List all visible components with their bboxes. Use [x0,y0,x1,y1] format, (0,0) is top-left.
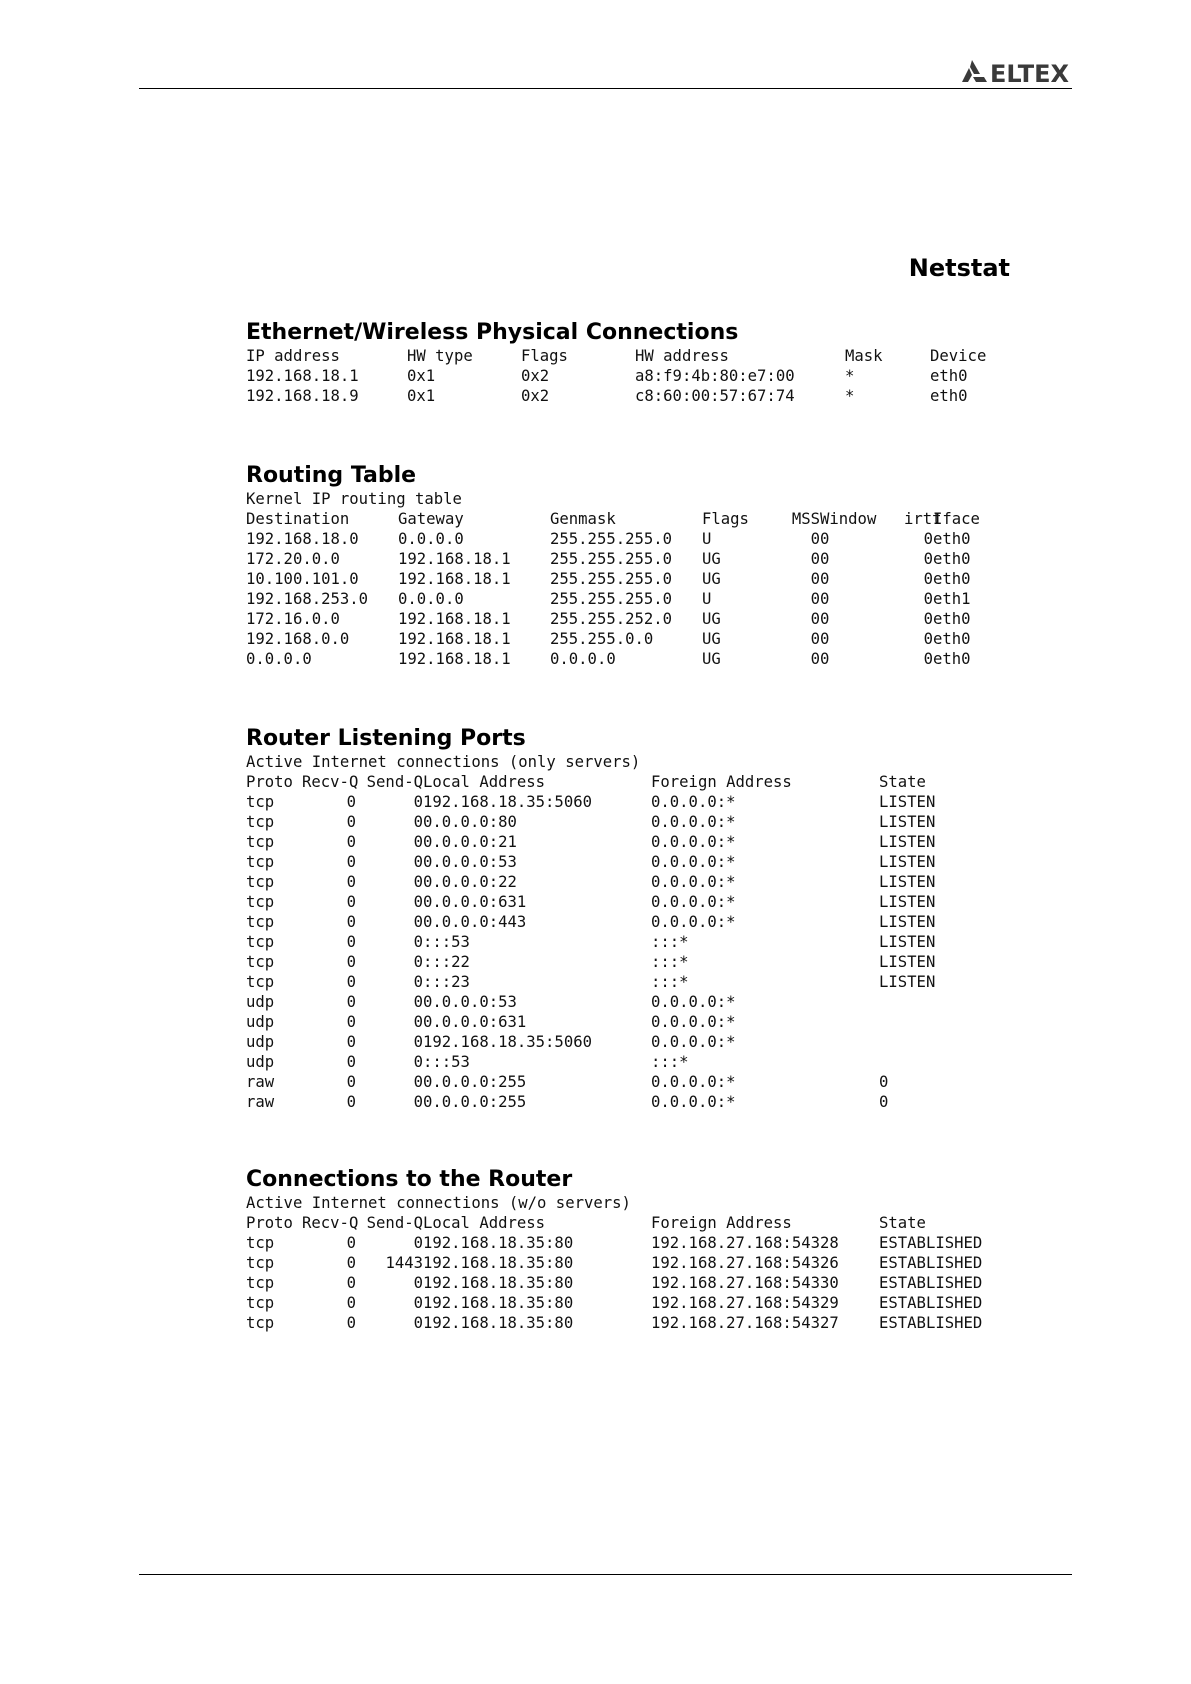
table-cell: 0 [820,530,830,548]
table-cell: 0 [413,1013,423,1031]
routing-table [246,489,980,669]
connections-row [246,1233,999,1253]
connections-row [246,1293,999,1313]
column-header: HW type [407,347,473,365]
table-cell: 0.0.0.0 [398,590,464,608]
table-cell: 0.0.0.0:* [651,833,736,851]
table-cell: 0x2 [521,387,550,405]
table-cell: 0 [810,610,820,628]
table-cell: 255.255.255.0 [550,570,673,588]
physical-connections-table [246,346,990,406]
table-cell: LISTEN [879,933,936,951]
column-header: Device [930,347,987,365]
table-cell: 0.0.0.0:255 [423,1073,527,1091]
physical-row [246,386,990,406]
table-cell: 0.0.0.0:22 [423,873,517,891]
table-cell: 0 [346,873,356,891]
table-cell: tcp [246,933,275,951]
table-cell: UG [702,630,721,648]
table-cell: tcp [246,1294,275,1312]
table-cell: :::* [651,973,689,991]
table-cell: eth0 [930,387,968,405]
table-cell: 0 [820,630,830,648]
column-header: Window [820,510,877,528]
column-header: Foreign Address [651,1214,792,1232]
table-cell: 0x1 [407,387,436,405]
table-cell: 192.168.18.1 [398,570,511,588]
table-cell: 192.168.18.1 [398,550,511,568]
listening-ports-title: Router Listening Ports [246,726,526,751]
table-cell: 192.168.27.168:54327 [651,1314,839,1332]
table-cell: 0.0.0.0:443 [423,913,527,931]
listening-subtitle: Active Internet connections (only servers) [246,753,641,771]
table-cell: 192.168.18.35:80 [423,1254,574,1272]
table-cell: 0 [346,973,356,991]
routing-row [246,549,973,569]
table-cell: 0.0.0.0:631 [423,893,527,911]
table-cell: :::* [651,953,689,971]
connections-row [246,1253,999,1273]
table-cell: 0 [413,1314,423,1332]
listening-row [246,1012,999,1032]
table-cell: eth0 [933,650,971,668]
column-header: Flags [521,347,568,365]
column-header: Foreign Address [651,773,792,791]
listening-row [246,1032,999,1052]
table-cell: 0 [413,1033,423,1051]
table-cell: 0 [413,1053,423,1071]
table-cell: tcp [246,873,275,891]
table-cell: 0 [810,630,820,648]
table-cell: LISTEN [879,973,936,991]
column-header: HW address [635,347,729,365]
table-cell: 192.168.27.168:54328 [651,1234,839,1252]
table-cell: ESTABLISHED [879,1254,983,1272]
table-cell: 0.0.0.0:80 [423,813,517,831]
table-cell: eth0 [930,367,968,385]
table-cell: 0.0.0.0:* [651,993,736,1011]
table-cell: 0 [346,1274,356,1292]
connections-title: Connections to the Router [246,1167,573,1192]
connections-row [246,1313,999,1333]
column-header: MSS [791,510,820,528]
table-cell: 0 [923,630,933,648]
table-cell: 0 [923,590,933,608]
table-cell: :::53 [423,1053,470,1071]
table-cell: 0 [413,853,423,871]
table-cell: 192.168.27.168:54329 [651,1294,839,1312]
logo-mark-icon [962,60,987,82]
table-cell: 0 [810,650,820,668]
connections-section [246,1167,999,1333]
header-rule [139,88,1072,89]
table-cell: U [702,530,712,548]
table-cell: 192.168.18.1 [398,630,511,648]
table-cell: 0 [820,610,830,628]
table-cell: :::53 [423,933,470,951]
table-cell: tcp [246,893,275,911]
table-cell: 0 [413,913,423,931]
table-cell: 0.0.0.0:* [651,1033,736,1051]
table-cell: 0 [879,1073,889,1091]
connections-row [246,1273,999,1293]
table-cell: :::* [651,1053,689,1071]
table-cell: 0.0.0.0 [550,650,616,668]
table-cell: :::23 [423,973,470,991]
table-cell: 0 [346,933,356,951]
table-cell: 0 [413,993,423,1011]
table-cell: 0 [346,953,356,971]
table-cell: raw [246,1073,275,1091]
table-cell: 0 [413,1234,423,1252]
table-cell: 0 [413,833,423,851]
table-cell: 192.168.253.0 [246,590,369,608]
table-cell: 0 [346,1294,356,1312]
table-cell: 0.0.0.0:* [651,893,736,911]
column-header: Local Address [423,773,546,791]
table-cell: 0 [346,793,356,811]
table-cell: eth0 [933,630,971,648]
table-cell: tcp [246,953,275,971]
listening-row [246,952,999,972]
table-cell: udp [246,1053,275,1071]
table-cell: 0 [413,873,423,891]
table-cell: 172.20.0.0 [246,550,340,568]
column-header: Proto [246,773,293,791]
table-cell: tcp [246,913,275,931]
column-header: Iface [933,510,980,528]
table-cell: LISTEN [879,913,936,931]
column-header: Send-Q [366,773,423,791]
column-header: State [879,1214,926,1232]
table-cell: 0 [810,530,820,548]
column-header: Send-Q [366,1214,423,1232]
table-cell: 0 [413,973,423,991]
table-cell: 192.168.18.9 [246,387,359,405]
table-cell: 0 [413,1274,423,1292]
routing-row [246,609,973,629]
table-cell: 0 [810,550,820,568]
table-cell: ESTABLISHED [879,1234,983,1252]
table-cell: 0 [413,793,423,811]
table-cell: * [845,387,855,405]
table-cell: tcp [246,973,275,991]
table-cell: eth1 [933,590,971,608]
routing-row [246,589,973,609]
table-cell: 0x1 [407,367,436,385]
column-header: Gateway [398,510,464,528]
column-header: IP address [246,347,340,365]
table-cell: 192.168.18.35:80 [423,1294,574,1312]
table-cell: raw [246,1093,275,1111]
table-cell: 0.0.0.0 [246,650,312,668]
table-cell: tcp [246,793,275,811]
routing-row [246,529,973,549]
table-cell: 0.0.0.0:* [651,1013,736,1031]
listening-ports-table [246,752,999,1112]
table-cell: 0 [346,813,356,831]
column-header: Local Address [423,1214,546,1232]
table-cell: 0 [923,610,933,628]
connections-subtitle: Active Internet connections (w/o servers) [246,1194,631,1212]
table-cell: 172.16.0.0 [246,610,340,628]
table-cell: 0 [923,570,933,588]
table-cell: 0.0.0.0:* [651,873,736,891]
table-cell: eth0 [933,570,971,588]
connections-header-row [246,1213,999,1233]
column-header: Genmask [550,510,616,528]
table-cell: tcp [246,1274,275,1292]
table-cell: :::22 [423,953,470,971]
table-cell: 192.168.18.35:5060 [423,793,592,811]
table-cell: 0.0.0.0:* [651,853,736,871]
table-cell: 192.168.18.35:80 [423,1314,574,1332]
table-cell: 0 [923,650,933,668]
listening-row [246,932,999,952]
table-cell: * [845,367,855,385]
table-cell: 0 [413,953,423,971]
table-cell: 0.0.0.0:* [651,1093,736,1111]
table-cell: eth0 [933,530,971,548]
table-cell: 0 [346,1234,356,1252]
table-cell: 192.168.27.168:54326 [651,1254,839,1272]
table-cell: 0.0.0.0:* [651,913,736,931]
listening-row [246,1092,999,1112]
connections-table [246,1193,999,1333]
listening-row [246,912,999,932]
table-cell: 0.0.0.0:21 [423,833,517,851]
table-cell: 192.168.18.0 [246,530,359,548]
table-cell: c8:60:00:57:67:74 [635,387,795,405]
table-cell: LISTEN [879,813,936,831]
table-cell: 192.168.18.35:5060 [423,1033,592,1051]
table-cell: 0.0.0.0:* [651,1073,736,1091]
table-cell: 1443 [385,1254,423,1272]
table-cell: 0.0.0.0:255 [423,1093,527,1111]
footer-rule [139,1574,1072,1575]
table-cell: udp [246,993,275,1011]
table-cell: 0 [346,853,356,871]
routing-row [246,649,973,669]
table-cell: 0 [346,1254,356,1272]
table-cell: 0.0.0.0:631 [423,1013,527,1031]
table-cell: UG [702,550,721,568]
table-cell: 0 [413,1093,423,1111]
table-cell: 0 [820,590,830,608]
table-cell: 0 [346,1033,356,1051]
table-cell: 0x2 [521,367,550,385]
table-cell: U [702,590,712,608]
table-cell: tcp [246,853,275,871]
column-header: irtt [904,510,942,528]
table-cell: 255.255.255.0 [550,590,673,608]
listening-row [246,972,999,992]
listening-row [246,1052,999,1072]
table-cell: 192.168.18.35:80 [423,1274,574,1292]
routing-table-section [246,463,980,669]
table-cell: 0 [346,833,356,851]
logo-wordmark: ELTEX [990,60,1069,88]
table-cell: ESTABLISHED [879,1314,983,1332]
table-cell: 0 [413,813,423,831]
table-cell: 0 [346,1073,356,1091]
table-cell: 0.0.0.0:* [651,813,736,831]
column-header: Mask [845,347,883,365]
table-cell: 192.168.0.0 [246,630,350,648]
table-cell: 0 [346,893,356,911]
table-cell: 0 [413,1294,423,1312]
table-cell: tcp [246,813,275,831]
routing-header-row [246,509,980,529]
table-cell: :::* [651,933,689,951]
listening-header-row [246,772,999,792]
table-cell: 0 [346,1053,356,1071]
table-cell: 0 [346,993,356,1011]
table-cell: 192.168.18.1 [246,367,359,385]
table-cell: 0.0.0.0:53 [423,993,517,1011]
table-cell: 192.168.18.35:80 [423,1234,574,1252]
table-cell: 0 [810,590,820,608]
table-cell: 0 [879,1093,889,1111]
table-cell: 0.0.0.0:* [651,793,736,811]
listening-row [246,792,999,812]
table-cell: 0 [413,1073,423,1091]
table-cell: 0 [820,570,830,588]
routing-row [246,569,973,589]
table-cell: 0 [413,933,423,951]
table-cell: tcp [246,1234,275,1252]
table-cell: LISTEN [879,873,936,891]
table-cell: 10.100.101.0 [246,570,359,588]
routing-table-title: Routing Table [246,463,417,488]
table-cell: udp [246,1033,275,1051]
table-cell: LISTEN [879,893,936,911]
table-cell: LISTEN [879,793,936,811]
table-cell: 255.255.255.0 [550,530,673,548]
table-cell: UG [702,570,721,588]
listening-row [246,1072,999,1092]
table-cell: 0 [820,650,830,668]
listening-row [246,812,999,832]
table-cell: UG [702,610,721,628]
eltex-logo [960,58,1076,88]
table-cell: 0 [346,1314,356,1332]
table-cell: 0 [820,550,830,568]
table-cell: 0 [810,570,820,588]
physical-header-row [246,346,990,366]
table-cell: 192.168.27.168:54330 [651,1274,839,1292]
table-cell: LISTEN [879,953,936,971]
table-cell: tcp [246,1314,275,1332]
table-cell: 0 [413,893,423,911]
listening-row [246,832,999,852]
listening-row [246,892,999,912]
physical-connections-section [246,320,990,406]
table-cell: udp [246,1013,275,1031]
column-header: Recv-Q [302,773,359,791]
table-cell: 192.168.18.1 [398,610,511,628]
routing-row [246,629,973,649]
column-header: Recv-Q [302,1214,359,1232]
listening-ports-section [246,726,999,1112]
table-cell: eth0 [933,610,971,628]
column-header: Destination [246,510,350,528]
table-cell: LISTEN [879,833,936,851]
table-cell: 0 [346,913,356,931]
table-cell: 0 [923,550,933,568]
column-header: Flags [702,510,749,528]
table-cell: ESTABLISHED [879,1274,983,1292]
table-cell: eth0 [933,550,971,568]
routing-subtitle: Kernel IP routing table [246,490,462,508]
column-header: State [879,773,926,791]
listening-row [246,992,999,1012]
page-title: Netstat [908,254,1010,282]
table-cell: 255.255.0.0 [550,630,654,648]
table-cell: 192.168.18.1 [398,650,511,668]
table-cell: 255.255.255.0 [550,550,673,568]
listening-row [246,852,999,872]
table-cell: 255.255.252.0 [550,610,673,628]
column-header: Proto [246,1214,293,1232]
table-cell: a8:f9:4b:80:e7:00 [635,367,795,385]
table-cell: 0 [923,530,933,548]
table-cell: LISTEN [879,853,936,871]
physical-row [246,366,990,386]
physical-connections-title: Ethernet/Wireless Physical Connections [246,320,739,345]
listening-row [246,872,999,892]
table-cell: ESTABLISHED [879,1294,983,1312]
table-cell: tcp [246,833,275,851]
table-cell: 0.0.0.0:53 [423,853,517,871]
table-cell: tcp [246,1254,275,1272]
table-cell: 0.0.0.0 [398,530,464,548]
table-cell: 0 [346,1093,356,1111]
table-cell: UG [702,650,721,668]
table-cell: 0 [346,1013,356,1031]
